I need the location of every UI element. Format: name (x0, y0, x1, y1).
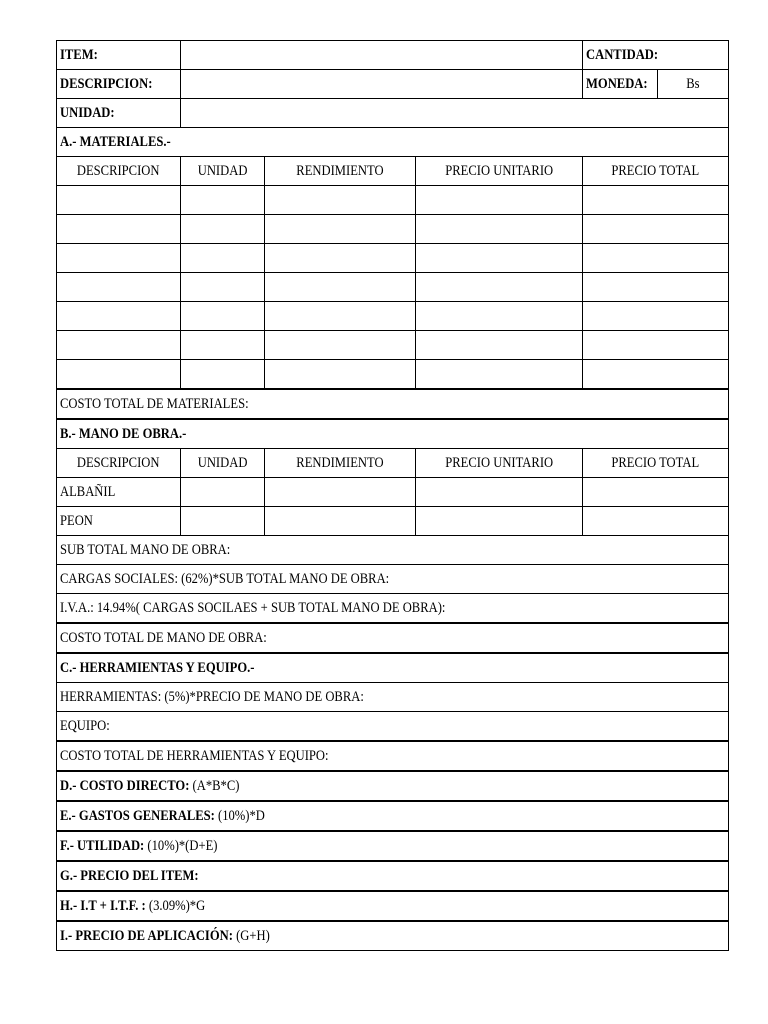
item-value-cell[interactable] (181, 41, 583, 70)
materiales-cell[interactable] (57, 244, 181, 273)
summary-formula: (G+H) (232, 928, 270, 944)
subtotal-mano-obra-cell (57, 536, 729, 565)
mano-obra-cell[interactable] (583, 507, 729, 536)
column-header-0 (57, 449, 181, 478)
materiales-cell[interactable] (181, 273, 265, 302)
summary-text (60, 832, 217, 860)
materiales-cell[interactable] (416, 186, 583, 215)
materiales-cell[interactable] (416, 244, 583, 273)
costo-total-materiales-cell (57, 389, 729, 419)
summary-formula: (10%)*D (214, 808, 265, 824)
unidad-row (57, 99, 729, 128)
materiales-title-cell (57, 128, 729, 157)
materiales-cell[interactable] (57, 302, 181, 331)
summary-text (60, 802, 265, 830)
column-header-3 (416, 157, 583, 186)
column-header-2-text: RENDIMIENTO (296, 163, 384, 179)
materiales-cell[interactable] (265, 273, 416, 302)
materiales-cell[interactable] (583, 302, 729, 331)
materiales-cell[interactable] (181, 244, 265, 273)
equipo-line-cell (57, 712, 729, 742)
summary-text (60, 922, 270, 950)
materiales-cell[interactable] (583, 360, 729, 390)
summary-formula: (10%)*(D+E) (144, 838, 218, 854)
mano-obra-column-headers (57, 449, 729, 478)
column-header-2-text: RENDIMIENTO (296, 455, 384, 471)
summary-cell (57, 921, 729, 951)
materiales-cell[interactable] (265, 186, 416, 215)
descripcion-value-cell[interactable] (181, 70, 583, 99)
materiales-cell[interactable] (265, 244, 416, 273)
materiales-cell[interactable] (57, 186, 181, 215)
summary-formula: (A*B*C) (189, 778, 240, 794)
costo-total-herramientas-cell-text: COSTO TOTAL DE HERRAMIENTAS Y EQUIPO: (60, 748, 329, 764)
mano-obra-cell[interactable] (181, 478, 265, 507)
cargas-sociales-cell (57, 565, 729, 594)
costo-total-materiales-cell-text: COSTO TOTAL DE MATERIALES: (60, 396, 249, 412)
herramientas-title-cell-text: C.- HERRAMIENTAS Y EQUIPO.- (60, 660, 255, 676)
materiales-cell[interactable] (265, 360, 416, 390)
materiales-cell[interactable] (583, 331, 729, 360)
materiales-cell[interactable] (57, 360, 181, 390)
descripcion-row (57, 70, 729, 99)
summary-row (57, 801, 729, 831)
unidad-value-cell[interactable] (181, 99, 729, 128)
materiales-cell[interactable] (583, 273, 729, 302)
materiales-cell[interactable] (181, 360, 265, 390)
materiales-cell[interactable] (416, 360, 583, 390)
column-header-3-text: PRECIO UNITARIO (445, 455, 553, 471)
costo-total-mano-obra-cell-text: COSTO TOTAL DE MANO DE OBRA: (60, 630, 267, 646)
materiales-cell[interactable] (265, 302, 416, 331)
column-header-0 (57, 157, 181, 186)
column-header-4-text: PRECIO TOTAL (611, 163, 700, 179)
column-header-3-text: PRECIO UNITARIO (445, 163, 553, 179)
summary-text (60, 772, 239, 800)
summary-text (60, 892, 205, 920)
summary-row (57, 891, 729, 921)
materiales-cell[interactable] (265, 331, 416, 360)
column-header-0-text: DESCRIPCION (77, 163, 160, 179)
column-header-1-text: UNIDAD (197, 455, 248, 471)
materiales-row (57, 331, 729, 360)
herramientas-title (57, 653, 729, 683)
column-header-4 (583, 157, 729, 186)
materiales-cell[interactable] (416, 273, 583, 302)
materiales-row (57, 273, 729, 302)
unidad-label: UNIDAD: (57, 99, 181, 128)
materiales-column-headers (57, 157, 729, 186)
herramientas-title-cell (57, 653, 729, 683)
column-header-2 (265, 157, 416, 186)
summary-cell (57, 771, 729, 801)
materiales-cell[interactable] (583, 244, 729, 273)
costo-total-herramientas (57, 741, 729, 771)
mano-obra-cell[interactable] (181, 507, 265, 536)
cargas-sociales-cell-text: CARGAS SOCIALES: (62%)*SUB TOTAL MANO DE OBRA: (60, 571, 390, 587)
herramientas-line-cell (57, 683, 729, 712)
summary-text (60, 862, 199, 890)
column-header-4-text: PRECIO TOTAL (611, 455, 700, 471)
summary-row (57, 831, 729, 861)
summary-label: F.- UTILIDAD: (60, 838, 145, 854)
materiales-row (57, 244, 729, 273)
materiales-cell[interactable] (57, 273, 181, 302)
materiales-cell[interactable] (416, 215, 583, 244)
column-header-1-text: UNIDAD (197, 163, 248, 179)
herramientas-line-cell-text: HERRAMIENTAS: (5%)*PRECIO DE MANO DE OBRA: (60, 689, 364, 705)
mano-obra-title (57, 419, 729, 449)
cargas-sociales (57, 565, 729, 594)
summary-label: E.- GASTOS GENERALES: (60, 808, 215, 824)
materiales-cell[interactable] (583, 186, 729, 215)
materiales-cell[interactable] (57, 215, 181, 244)
summary-cell (57, 831, 729, 861)
column-header-2 (265, 449, 416, 478)
mano-obra-cell[interactable] (57, 507, 181, 536)
subtotal-mano-obra (57, 536, 729, 565)
costo-total-materiales (57, 389, 729, 419)
equipo-line (57, 712, 729, 742)
summary-cell (57, 801, 729, 831)
column-header-1 (181, 157, 265, 186)
item-label: ITEM: (57, 41, 181, 70)
mano-obra-cell[interactable] (265, 478, 416, 507)
mano-obra-cell[interactable] (416, 507, 583, 536)
mano-obra-cell[interactable] (265, 507, 416, 536)
column-header-4 (583, 449, 729, 478)
materiales-cell[interactable] (181, 302, 265, 331)
summary-label: H.- I.T + I.T.F. : (60, 898, 146, 914)
mano-obra-row (57, 507, 729, 536)
summary-label: I.- PRECIO DE APLICACIÓN: (60, 928, 233, 944)
mano-obra-row (57, 478, 729, 507)
materiales-cell[interactable] (181, 215, 265, 244)
moneda-label: MONEDA: (583, 70, 658, 99)
iva (57, 594, 729, 624)
mano-obra-cell[interactable] (416, 478, 583, 507)
equipo-line-cell-text: EQUIPO: (60, 718, 110, 734)
mano-obra-title-cell (57, 419, 729, 449)
costo-total-mano-obra-cell (57, 623, 729, 653)
mano-obra-cell-text: ALBAÑIL (60, 484, 116, 500)
materiales-title (57, 128, 729, 157)
costo-total-mano-obra (57, 623, 729, 653)
descripcion-label: DESCRIPCION: (57, 70, 181, 99)
summary-formula: (3.09%)*G (145, 898, 206, 914)
mano-obra-cell[interactable] (583, 478, 729, 507)
materiales-row (57, 360, 729, 390)
summary-cell (57, 861, 729, 891)
summary-row (57, 861, 729, 891)
mano-obra-cell-text: PEON (60, 513, 93, 529)
materiales-row (57, 215, 729, 244)
moneda-value: Bs (658, 70, 729, 99)
column-header-0-text: DESCRIPCION (77, 455, 160, 471)
materiales-cell[interactable] (265, 215, 416, 244)
summary-label: D.- COSTO DIRECTO: (60, 778, 190, 794)
iva-cell (57, 594, 729, 624)
cantidad-label: CANTIDAD: (583, 41, 729, 70)
costo-total-herramientas-cell (57, 741, 729, 771)
materiales-cell[interactable] (57, 331, 181, 360)
iva-cell-text: I.V.A.: 14.94%( CARGAS SOCILAES + SUB TOTAL MANO DE OBRA): (60, 600, 446, 616)
herramientas-line (57, 683, 729, 712)
materiales-cell[interactable] (181, 186, 265, 215)
item-row (57, 41, 729, 70)
materiales-cell[interactable] (181, 331, 265, 360)
summary-row (57, 921, 729, 951)
column-header-1 (181, 449, 265, 478)
summary-label: G.- PRECIO DEL ITEM: (60, 868, 199, 884)
column-header-3 (416, 449, 583, 478)
price-analysis-form (56, 40, 729, 951)
summary-cell (57, 891, 729, 921)
materiales-row (57, 302, 729, 331)
materiales-cell[interactable] (416, 302, 583, 331)
materiales-cell[interactable] (583, 215, 729, 244)
materiales-title-cell-text: A.- MATERIALES.- (60, 134, 171, 150)
mano-obra-title-cell-text: B.- MANO DE OBRA.- (60, 426, 187, 442)
materiales-row (57, 186, 729, 215)
subtotal-mano-obra-cell-text: SUB TOTAL MANO DE OBRA: (60, 542, 231, 558)
materiales-cell[interactable] (416, 331, 583, 360)
summary-row (57, 771, 729, 801)
mano-obra-cell[interactable] (57, 478, 181, 507)
